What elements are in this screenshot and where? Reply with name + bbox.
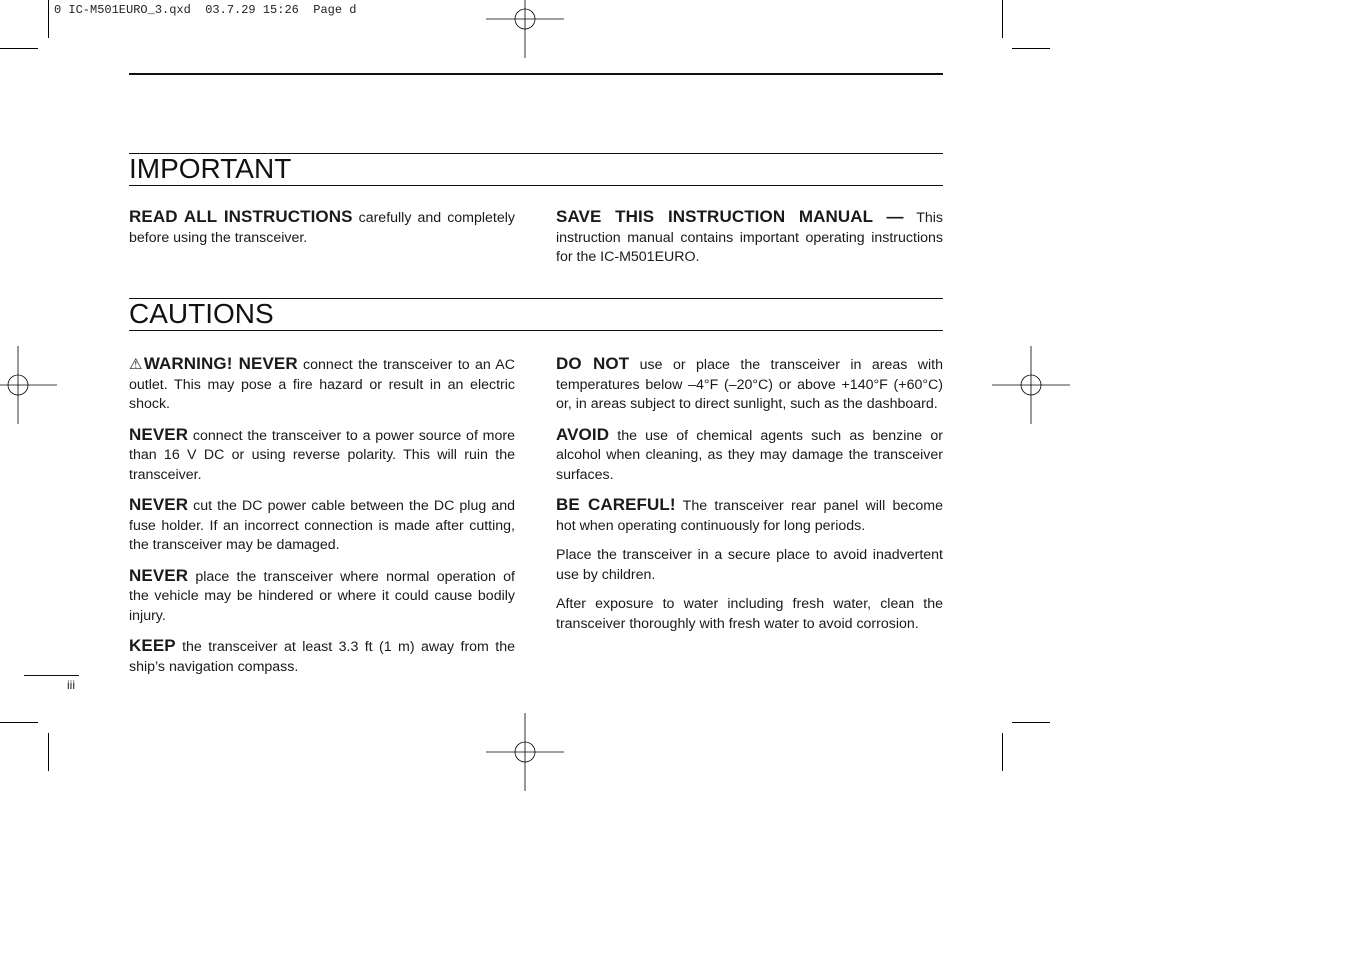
crop-mark xyxy=(48,0,49,38)
paragraph xyxy=(556,207,943,268)
paragraph-lead: AVOID xyxy=(556,424,610,444)
paragraph-lead: NEVER xyxy=(129,424,189,444)
paragraph xyxy=(556,595,943,634)
paragraph xyxy=(556,354,943,415)
paragraph xyxy=(556,425,943,486)
cautions-right-column xyxy=(556,354,943,644)
paragraph-text: The transceiver rear panel will become hot when operating continuously for long periods. xyxy=(556,498,943,534)
crop-mark xyxy=(1002,0,1003,38)
paragraph-lead: DO NOT xyxy=(556,354,630,373)
paragraph xyxy=(129,425,515,486)
paragraph-text: After exposure to water including fresh water, clean the transceiver thoroughly with fresh water to avoid corrosion. xyxy=(556,596,943,632)
crop-mark xyxy=(0,722,38,723)
registration-mark-icon xyxy=(0,346,57,424)
paragraph-text: Place the transceiver in a secure place to avoid inadvertent use by children. xyxy=(556,547,943,583)
header-rule xyxy=(129,73,943,75)
paragraph-text: cut the DC power cable between the DC plug and fuse holder. If an incorrect connection is made after cutting, the transceiver may be damaged. xyxy=(129,498,515,553)
crop-mark xyxy=(48,733,49,771)
paragraph-lead: BE CAREFUL! xyxy=(556,495,676,514)
important-title: IMPORTANT xyxy=(129,153,292,184)
section-rule xyxy=(129,330,943,331)
paragraph-text: the transceiver at least 3.3 ft (1 m) away from the ship’s navigation compass. xyxy=(129,639,515,675)
paragraph-text: place the transceiver where normal operation of the vehicle may be hindered or where it could cause bodily injury. xyxy=(129,568,515,624)
paragraph xyxy=(129,636,515,677)
paragraph xyxy=(129,354,515,415)
print-slug: 0 IC-M501EURO_3.qxd 03.7.29 15:26 Page d xyxy=(54,3,357,17)
crop-mark xyxy=(0,48,38,49)
registration-mark-icon xyxy=(486,0,564,58)
page-number: iii xyxy=(67,678,75,692)
paragraph xyxy=(129,566,515,627)
crop-mark xyxy=(1012,722,1050,723)
cautions-title: CAUTIONS xyxy=(129,298,274,329)
warning-triangle-icon: ⚠ xyxy=(129,356,144,373)
paragraph-text: connect the transceiver to a power source of more than 16 V DC or using reverse polarity. This will ruin the transceiver. xyxy=(129,427,515,483)
paragraph-lead: SAVE THIS INSTRUCTION MANUAL — xyxy=(556,207,904,226)
paragraph-lead: WARNING! NEVER xyxy=(143,354,298,373)
paragraph-text: use or place the transceiver in areas with temperatures below –4°F (–20°C) or above +140°F (+60°C) or, in areas subject to direct sunlight, such as the dashboard. xyxy=(556,357,944,412)
paragraph-lead: NEVER xyxy=(129,565,189,585)
crop-mark xyxy=(1012,48,1050,49)
paragraph-lead: KEEP xyxy=(129,636,176,655)
paragraph-text: the use of chemical agents such as benzine or alcohol when cleaning, as they may damage the transceiver surfaces. xyxy=(556,427,943,483)
paragraph-lead: READ ALL INSTRUCTIONS xyxy=(129,207,353,226)
registration-mark-icon xyxy=(486,713,564,791)
paragraph xyxy=(129,207,515,248)
paragraph-text: carefully and completely before using the transceiver. xyxy=(129,210,516,246)
paragraph-lead: NEVER xyxy=(129,495,189,514)
paragraph-text: This instruction manual contains important operating instructions for the IC-M501EURO. xyxy=(556,210,943,265)
paragraph xyxy=(129,495,515,556)
paragraph xyxy=(556,495,943,536)
page-number-rule xyxy=(24,675,79,676)
cautions-left-column xyxy=(129,354,515,687)
important-right-column xyxy=(556,207,943,278)
important-left-column xyxy=(129,207,515,258)
paragraph xyxy=(556,546,943,585)
registration-mark-icon xyxy=(992,346,1070,424)
section-rule xyxy=(129,185,943,186)
crop-mark xyxy=(1002,733,1003,771)
paragraph-text: connect the transceiver to an AC outlet. This may pose a fire hazard or result in an electric shock. xyxy=(129,357,515,412)
